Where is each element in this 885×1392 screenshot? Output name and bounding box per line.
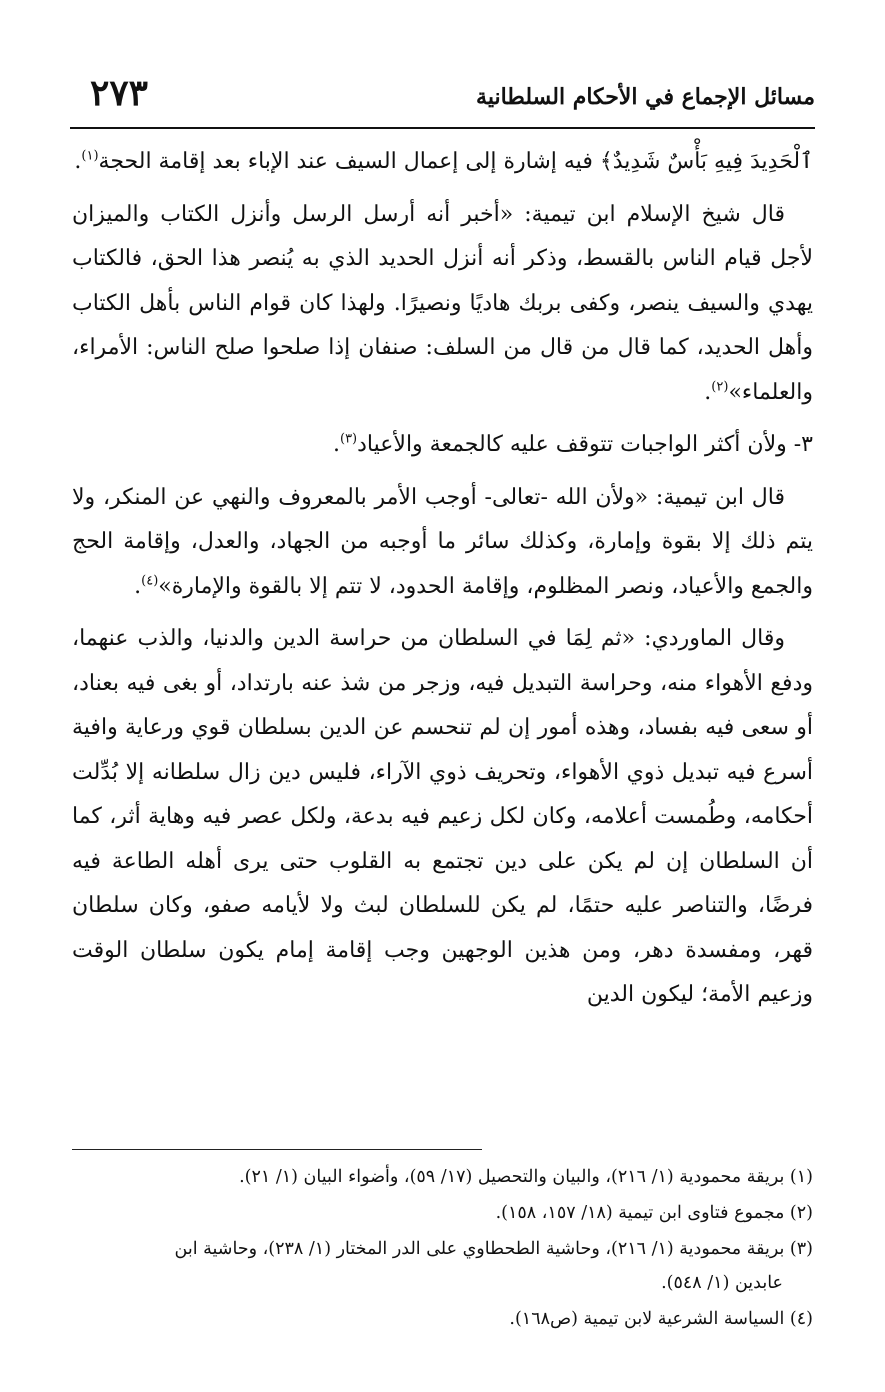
footnote-4: (٤) السياسة الشرعية لابن تيمية (ص١٦٨). [509, 1309, 813, 1329]
paragraph-4-text: قال ابن تيمية: «ولأن الله -تعالى- أوجب الأمر بالمعروف والنهي عن المنكر، ولا يتم ذلك إلا بقوة وإمارة، وكذلك سائر ما أوجبه من الجهاد، والعدل، وإقامة الحج والجمع والأعياد، ونصر المظلوم، وإقامة الحدود، لا تتم إلا بالقوة والإمارة» [72, 484, 813, 599]
paragraph-5-text: وقال الماوردي: «ثم لِمَا في السلطان من حراسة الدين والدنيا، والذب عنهما، ودفع الأهواء منه، وحراسة التبديل فيه، وزجر من شذ عنه بارتداد، أو بغى فيه بعناد، أو سعى فيه بفساد، وهذه أمور إن لم تنحسم عن الدين بسلطان قوي ورعاية وافية أسرع فيه تبديل ذوي الأهواء، وتحريف ذوي الآراء، فليس دين زال سلطانه إلا بُدِّلت أحكامه، وطُمست أعلامه، وكان لكل زعيم فيه بدعة، ولكل عصر فيه وهاية أثر، كما أن السلطان إن لم يكن على دين تجتمع به القلوب حتى يرى أهله الطاعة فيه فرضًا، والتناصر عليه حتمًا، لم يكن للسلطان لبث ولا لأيامه صفو، وكان سلطان قهر، ومفسدة دهر، ومن هذين الوجهين وجب إقامة إمام يكون سلطان الوقت وزعيم الأمة؛ ليكون الدين [72, 626, 813, 1007]
footnote-3 [72, 1232, 813, 1300]
page-number: ٢٧٣ [90, 72, 149, 114]
footnote-3-line-2: عابدين (١/ ٥٤٨). [661, 1273, 783, 1293]
page-header [70, 72, 815, 124]
footnote-ref-4: (٤) [141, 573, 159, 589]
paragraph-4: قال ابن تيمية: «ولأن الله -تعالى- أوجب الأمر بالمعروف والنهي عن المنكر، ولا يتم ذلك إلا بقوة وإمارة، وكذلك سائر ما أوجبه من الجهاد، والعدل، وإقامة الحج والجمع والأعياد، ونصر المظلوم، وإقامة الحدود، لا تتم إلا بالقوة والإمارة»$^{(٤)}$. [72, 484, 813, 599]
paragraph-1-text: ٱلْحَدِيدَ فِيهِ بَأْسٌ شَدِيدٌ﴾ فيه إشارة إلى إعمال السيف عند الإباء بعد إقامة الحجة [98, 149, 813, 174]
footnote-3-line-1: (٣) بريقة محمودية (١/ ٢١٦)، وحاشية الطحطاوي على الدر المختار (١/ ٢٣٨)، وحاشية ابن [174, 1239, 813, 1259]
footnote-ref-1: (١) [81, 148, 99, 164]
paragraph-3-text: ٣- ولأن أكثر الواجبات تتوقف عليه كالجمعة والأعياد [357, 432, 813, 457]
main-text [72, 140, 813, 1026]
paragraph-5 [72, 617, 813, 1018]
footnote-ref-3: (٣) [339, 431, 358, 447]
footnote-2: (٢) مجموع فتاوى ابن تيمية (١٨/ ١٥٧، ١٥٨). [495, 1203, 813, 1223]
paragraph-3: ٣- ولأن أكثر الواجبات تتوقف عليه كالجمعة والأعياد$^{(٣)}$. [332, 431, 813, 457]
paragraph-2-text: قال شيخ الإسلام ابن تيمية: «أخبر أنه أرسل الرسل وأنزل الكتاب والميزان لأجل قيام الناس بالقسط، وذكر أنه أنزل الحديد الذي به يُنصر هذا الحق، فالكتاب يهدي والسيف ينصر، وكفى بربك هاديًا ونصيرًا. ولهذا كان قوام الناس بأهل الكتاب وأهل الحديد، كما قال من قال من السلف: صنفان إذا صلحوا صلح الناس: الأمراء، والعلماء» [72, 201, 813, 405]
paragraph-2: قال شيخ الإسلام ابن تيمية: «أخبر أنه أرسل الرسل وأنزل الكتاب والميزان لأجل قيام الناس بالقسط، وذكر أنه أنزل الحديد الذي به يُنصر هذا الحق، فالكتاب يهدي والسيف ينصر، وكفى بربك هاديًا ونصيرًا. ولهذا كان قوام الناس بأهل الكتاب وأهل الحديد، كما قال من قال من السلف: صنفان إذا صلحوا صلح الناس: الأمراء، والعلماء»$^{(٢)}$. [72, 201, 813, 405]
footnote-1: (١) بريقة محمودية (١/ ٢١٦)، والبيان والتحصيل (١٧/ ٥٩)، وأضواء البيان (١/ ٢١). [239, 1167, 813, 1187]
paragraph-1: ٱلْحَدِيدَ فِيهِ بَأْسٌ شَدِيدٌ﴾ فيه إشارة إلى إعمال السيف عند الإباء بعد إقامة الحجة$^{(١)}$. [74, 148, 813, 174]
footnote-rule [72, 1149, 482, 1150]
footnote-ref-2: (٢) [711, 379, 729, 395]
running-title: مسائل الإجماع في الأحكام السلطانية [476, 84, 815, 110]
footnotes [72, 1160, 813, 1338]
header-rule [70, 127, 815, 129]
